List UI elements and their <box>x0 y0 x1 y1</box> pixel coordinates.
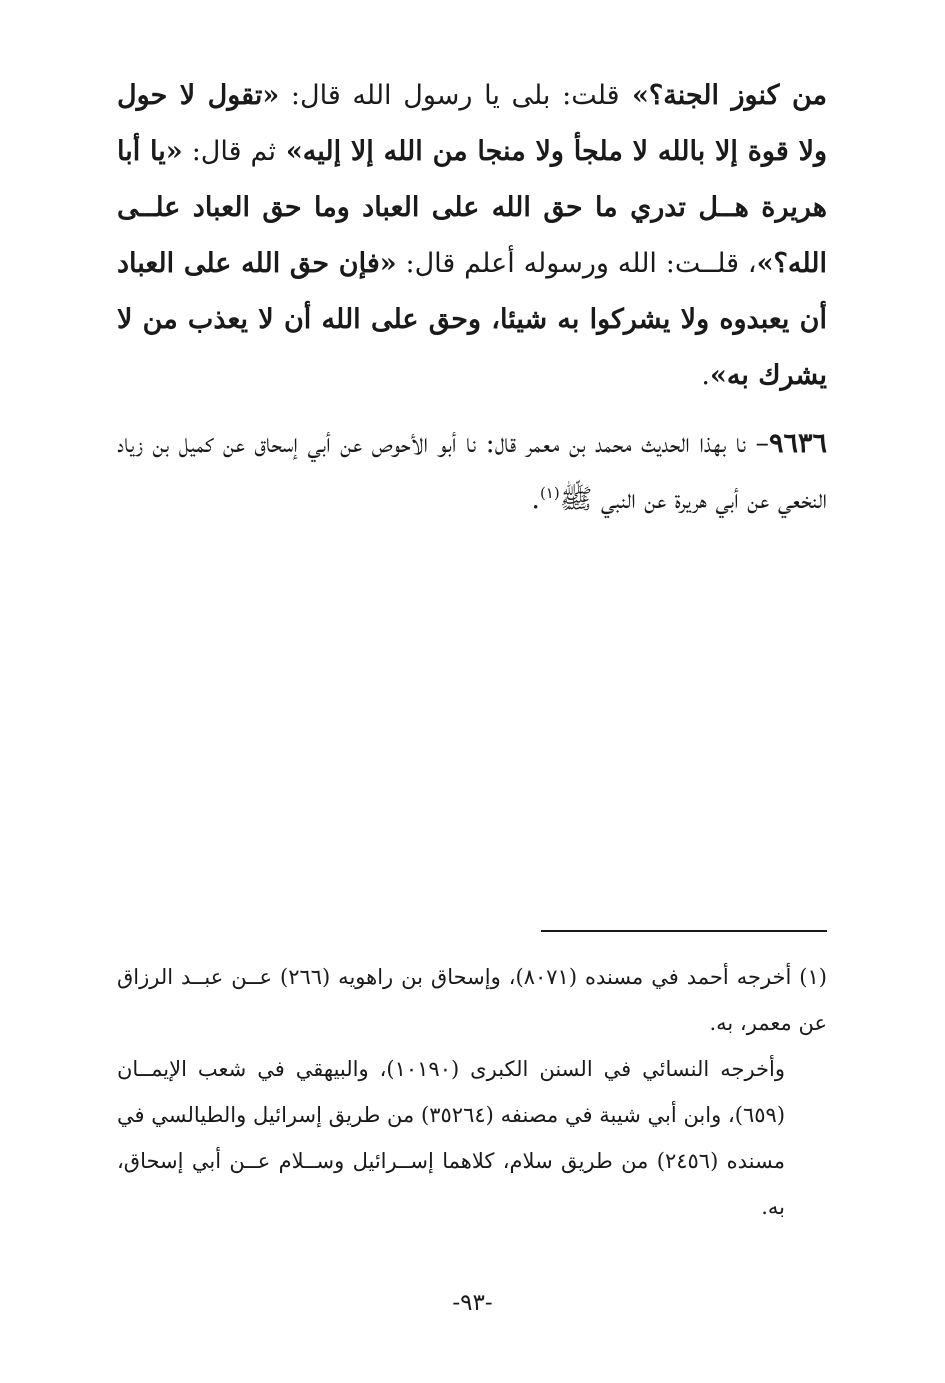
text-segment: ، قلــت: الله ورسوله أعلم قال: <box>396 248 757 279</box>
text-segment: «تقول لا حول ولا قوة إلا بالله لا ملجأ ولا منجا من الله إلا إليه» <box>117 80 828 167</box>
text-segment: «يا أبا هريرة هــل تدري ما حق الله على العباد وما حق العباد علــى الله؟» <box>117 136 827 279</box>
text-segment: قلت: بلى يا رسول الله قال: <box>279 80 620 111</box>
text-segment: . <box>531 484 540 515</box>
hadith-paragraph-continued <box>117 68 827 404</box>
hadith-number: ٩٦٣٦ <box>768 428 827 459</box>
text-segment: من كنوز الجنة؟» <box>619 80 827 111</box>
footnotes <box>117 954 827 1230</box>
main-text <box>117 68 827 528</box>
footnote-marker[interactable]: (١) <box>539 484 560 502</box>
hadith-paragraph-9636 <box>117 416 827 528</box>
footnote-divider <box>541 930 827 932</box>
text-segment: «فإن حق الله على العباد أن يعبدوه ولا يشركوا به شيئا، وحق على الله أن لا يعذب من لا يشرك به» <box>117 248 827 391</box>
hadith-text: – نا بهذا الحديث محمد بن معمر قال: نا أبو الأحوص عن أبي إسحاق عن كميل بن زياد النخعي عن أبي هريرة عن النبي ﷺ <box>117 428 827 515</box>
text-segment: ثم قال: <box>182 136 277 167</box>
page-number: -٩٣- <box>452 1290 493 1316</box>
footnote-1-continued: وأخرجه النسائي في السنن الكبرى (١٠١٩٠)، والبيهقي في شعب الإيمــان (٦٥٩)، وابن أبي شيبة في مصنفه (٣٥٢٦٤) من طريق إسرائيل والطيالسي في مسنده (٢٤٥٦) من طريق سلام، كلاهما إســرائيل وســلام عــن أبي إسحاق، به. <box>117 1057 786 1219</box>
text-segment: . <box>701 360 710 391</box>
footnote-1: (١) أخرجه أحمد في مسنده (٨٠٧١)، وإسحاق بن راهويه (٢٦٦) عــن عبــد الرزاق عن معمر، به. <box>117 965 827 1035</box>
